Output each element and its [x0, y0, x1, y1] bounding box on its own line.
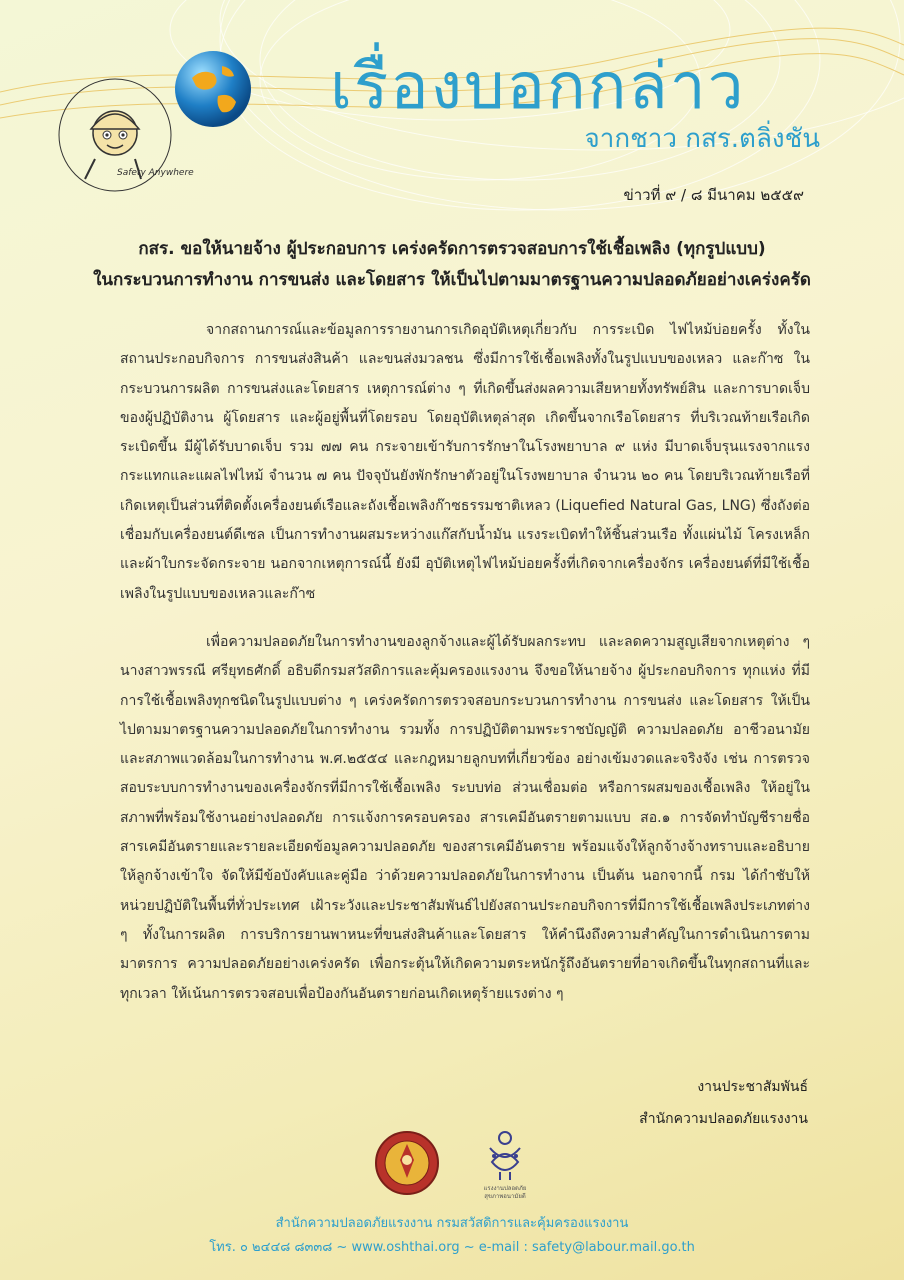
- body-paragraph-2: เพื่อความปลอดภัยในการทำงานของลูกจ้างและผู้ได้รับผลกระทบ และลดความสูญเสียจากเหตุต่าง ๆ นางสาวพรรณี ศรียุทธศักดิ์ อธิบดีกรมสวัสดิการและคุ้มครองแรงงาน จึงขอให้นายจ้าง ผู้ประกอบกิจการ ทุกแห่ง ที่มีการใช้เชื้อเพลิงทุกชนิดในรูปแบบต่าง ๆ เคร่งครัดการตรวจสอบกระบวนการทำงาน การขนส่ง และโดยสาร ให้เป็นไปตามมาตรฐานความปลอดภัยในการทำงาน รวมทั้ง การปฏิบัติตามพระราชบัญญัติ ความปลอดภัย อาชีวอนามัย และสภาพแวดล้อมในการทำงาน พ.ศ.๒๕๕๔ และกฎหมายลูกบทที่เกี่ยวข้อง อย่างเข้มงวดและจริงจัง เช่น การตรวจสอบระบบการทำงานของเครื่องจักรที่มีการใช้เชื้อเพลิง ระบบท่อ ส่วนเชื่อมต่อ หรือการผสมของเชื้อเพลิง ให้อยู่ในสภาพที่พร้อมใช้งานอย่างปลอดภัย การแจ้งการครอบครอง สารเคมีอันตรายตามแบบ สอ.๑ การจัดทำบัญชีรายชื่อสารเคมีอันตรายและรายละเอียดข้อมูลความปลอดภัย ของสารเคมีอันตราย พร้อมแจ้งให้ลูกจ้างจ้างทราบและอธิบายให้ลูกจ้างเข้าใจ จัดให้มีข้อบังคับและคู่มือ ว่าด้วยความปลอดภัยในการทำงาน เป็นต้น นอกจากนี้ กรม ได้กำชับให้หน่วยปฏิบัติในพื้นที่ทั่วประเทศ เฝ้าระวังและประชาสัมพันธ์ไปยังสถานประกอบกิจการที่มีการใช้เชื้อเพลิงประเภทต่าง ๆ ทั้งในการผลิต การบริการยานพาหนะที่ขนส่งสินค้าและโดยสาร ให้คำนึงถึงความสำคัญในการดำเนินการตามมาตรการ ความปลอดภัยอย่างเคร่งครัด เพื่อกระตุ้นให้เกิดความตระหนักรู้ถึงอันตรายที่อาจเกิดขึ้นในทุกสถานที่และ ทุกเวลา ให้เน้นการตรวจสอบเพื่อป้องกันอันตรายก่อนเกิดเหตุร้ายแรงต่าง ๆ: [120, 634, 810, 1002]
- safety-health-logo: [470, 1122, 540, 1202]
- safety-mascot-logo: [55, 75, 194, 195]
- signature-department: งานประชาสัมพันธ์: [697, 1079, 808, 1095]
- body-paragraph-1: จากสถานการณ์และข้อมูลการรายงานการเกิดอุบัติเหตุเกี่ยวกับ การระเบิด ไฟไหม้บ่อยครั้ง ทั้งในสถานประกอบกิจการ การขนส่งสินค้า และขนส่งมวลชน ซึ่งมีการใช้เชื้อเพลิงทั้งในรูปแบบของเหลว และก๊าซ ในกระบวนการผลิต การขนส่งและโดยสาร เหตุการณ์ต่าง ๆ ที่เกิดขึ้นส่งผลความเสียหายทั้งทรัพย์สิน และการบาดเจ็บ ของผู้ปฏิบัติงาน ผู้โดยสาร และผู้อยู่พื้นที่โดยรอบ โดยอุบัติเหตุล่าสุด เกิดขึ้นจากเรือโดยสาร ที่บริเวณท้ายเรือเกิดระเบิดขึ้น มีผู้ได้รับบาดเจ็บ รวม ๗๗ คน กระจายเข้ารับการรักษาในโรงพยาบาล ๙ แห่ง มีบาดเจ็บรุนแรงจากแรงกระแทกและแผลไฟไหม้ จำนวน ๗ คน ปัจจุบันยังพักรักษาตัวอยู่ในโรงพยาบาล จำนวน ๒๐ คน โดยบริเวณท้ายเรือที่เกิดเหตุเป็นส่วนที่ติดตั้งเครื่องยนต์เรือและถังเชื้อเพลิงก๊าซธรรมชาติเหลว (Liquefied Natural Gas, LNG) ซึ่งถังต่อเชื่อมกับเครื่องยนต์ดีเซล เป็นการทำงานผสมระหว่างแก๊สกับน้ำมัน แรงระเบิดทำให้ชิ้นส่วนเรือ ทั้งแผ่นไม้ โครงเหล็ก และผ้าใบกระจัดกระจาย นอกจากเหตุการณ์นี้ ยังมี อุบัติเหตุไฟไหม้บ่อยครั้งที่เกิดจากเครื่องจักร เครื่องยนต์ที่มีใช้เชื้อเพลิงในรูปแบบของเหลวและก๊าซ: [120, 322, 810, 602]
- globe-icon: [172, 48, 254, 130]
- logo-caption-2: สุขภาพอนามัยดี: [484, 1193, 526, 1200]
- footer-organization: สำนักความปลอดภัยแรงงาน กรมสวัสดิการและคุ้มครองแรงงาน: [275, 1216, 629, 1231]
- department-seal-logo: [374, 1130, 440, 1196]
- mascot-caption: Safety Anywhere: [117, 168, 194, 178]
- footer-contact: โทร. ๐ ๒๔๔๘ ๘๓๓๘ ~ www.oshthai.org ~ e-mail : safety@labour.mail.go.th: [209, 1240, 695, 1255]
- masthead-title: เรื่องบอกกล่าว: [330, 50, 746, 124]
- masthead-subtitle: จากชาว กสร.ตลิ่งชัน: [584, 124, 820, 154]
- headline-line-1: กสร. ขอให้นายจ้าง ผู้ประกอบการ เคร่งครัดการตรวจสอบการใช้เชื้อเพลิง (ทุกรูปแบบ): [138, 239, 766, 259]
- news-number-date: ข่าวที่ ๙ / ๘ มีนาคม ๒๕๕๙: [623, 186, 804, 204]
- signature-office: สำนักความปลอดภัยแรงงาน: [639, 1111, 808, 1127]
- headline-line-2: ในกระบวนการทำงาน การขนส่ง และโดยสาร ให้เป็นไปตามมาตรฐานความปลอดภัยอย่างเคร่งครัด: [93, 270, 811, 290]
- logo-caption-1: แรงงานปลอดภัย: [483, 1185, 527, 1192]
